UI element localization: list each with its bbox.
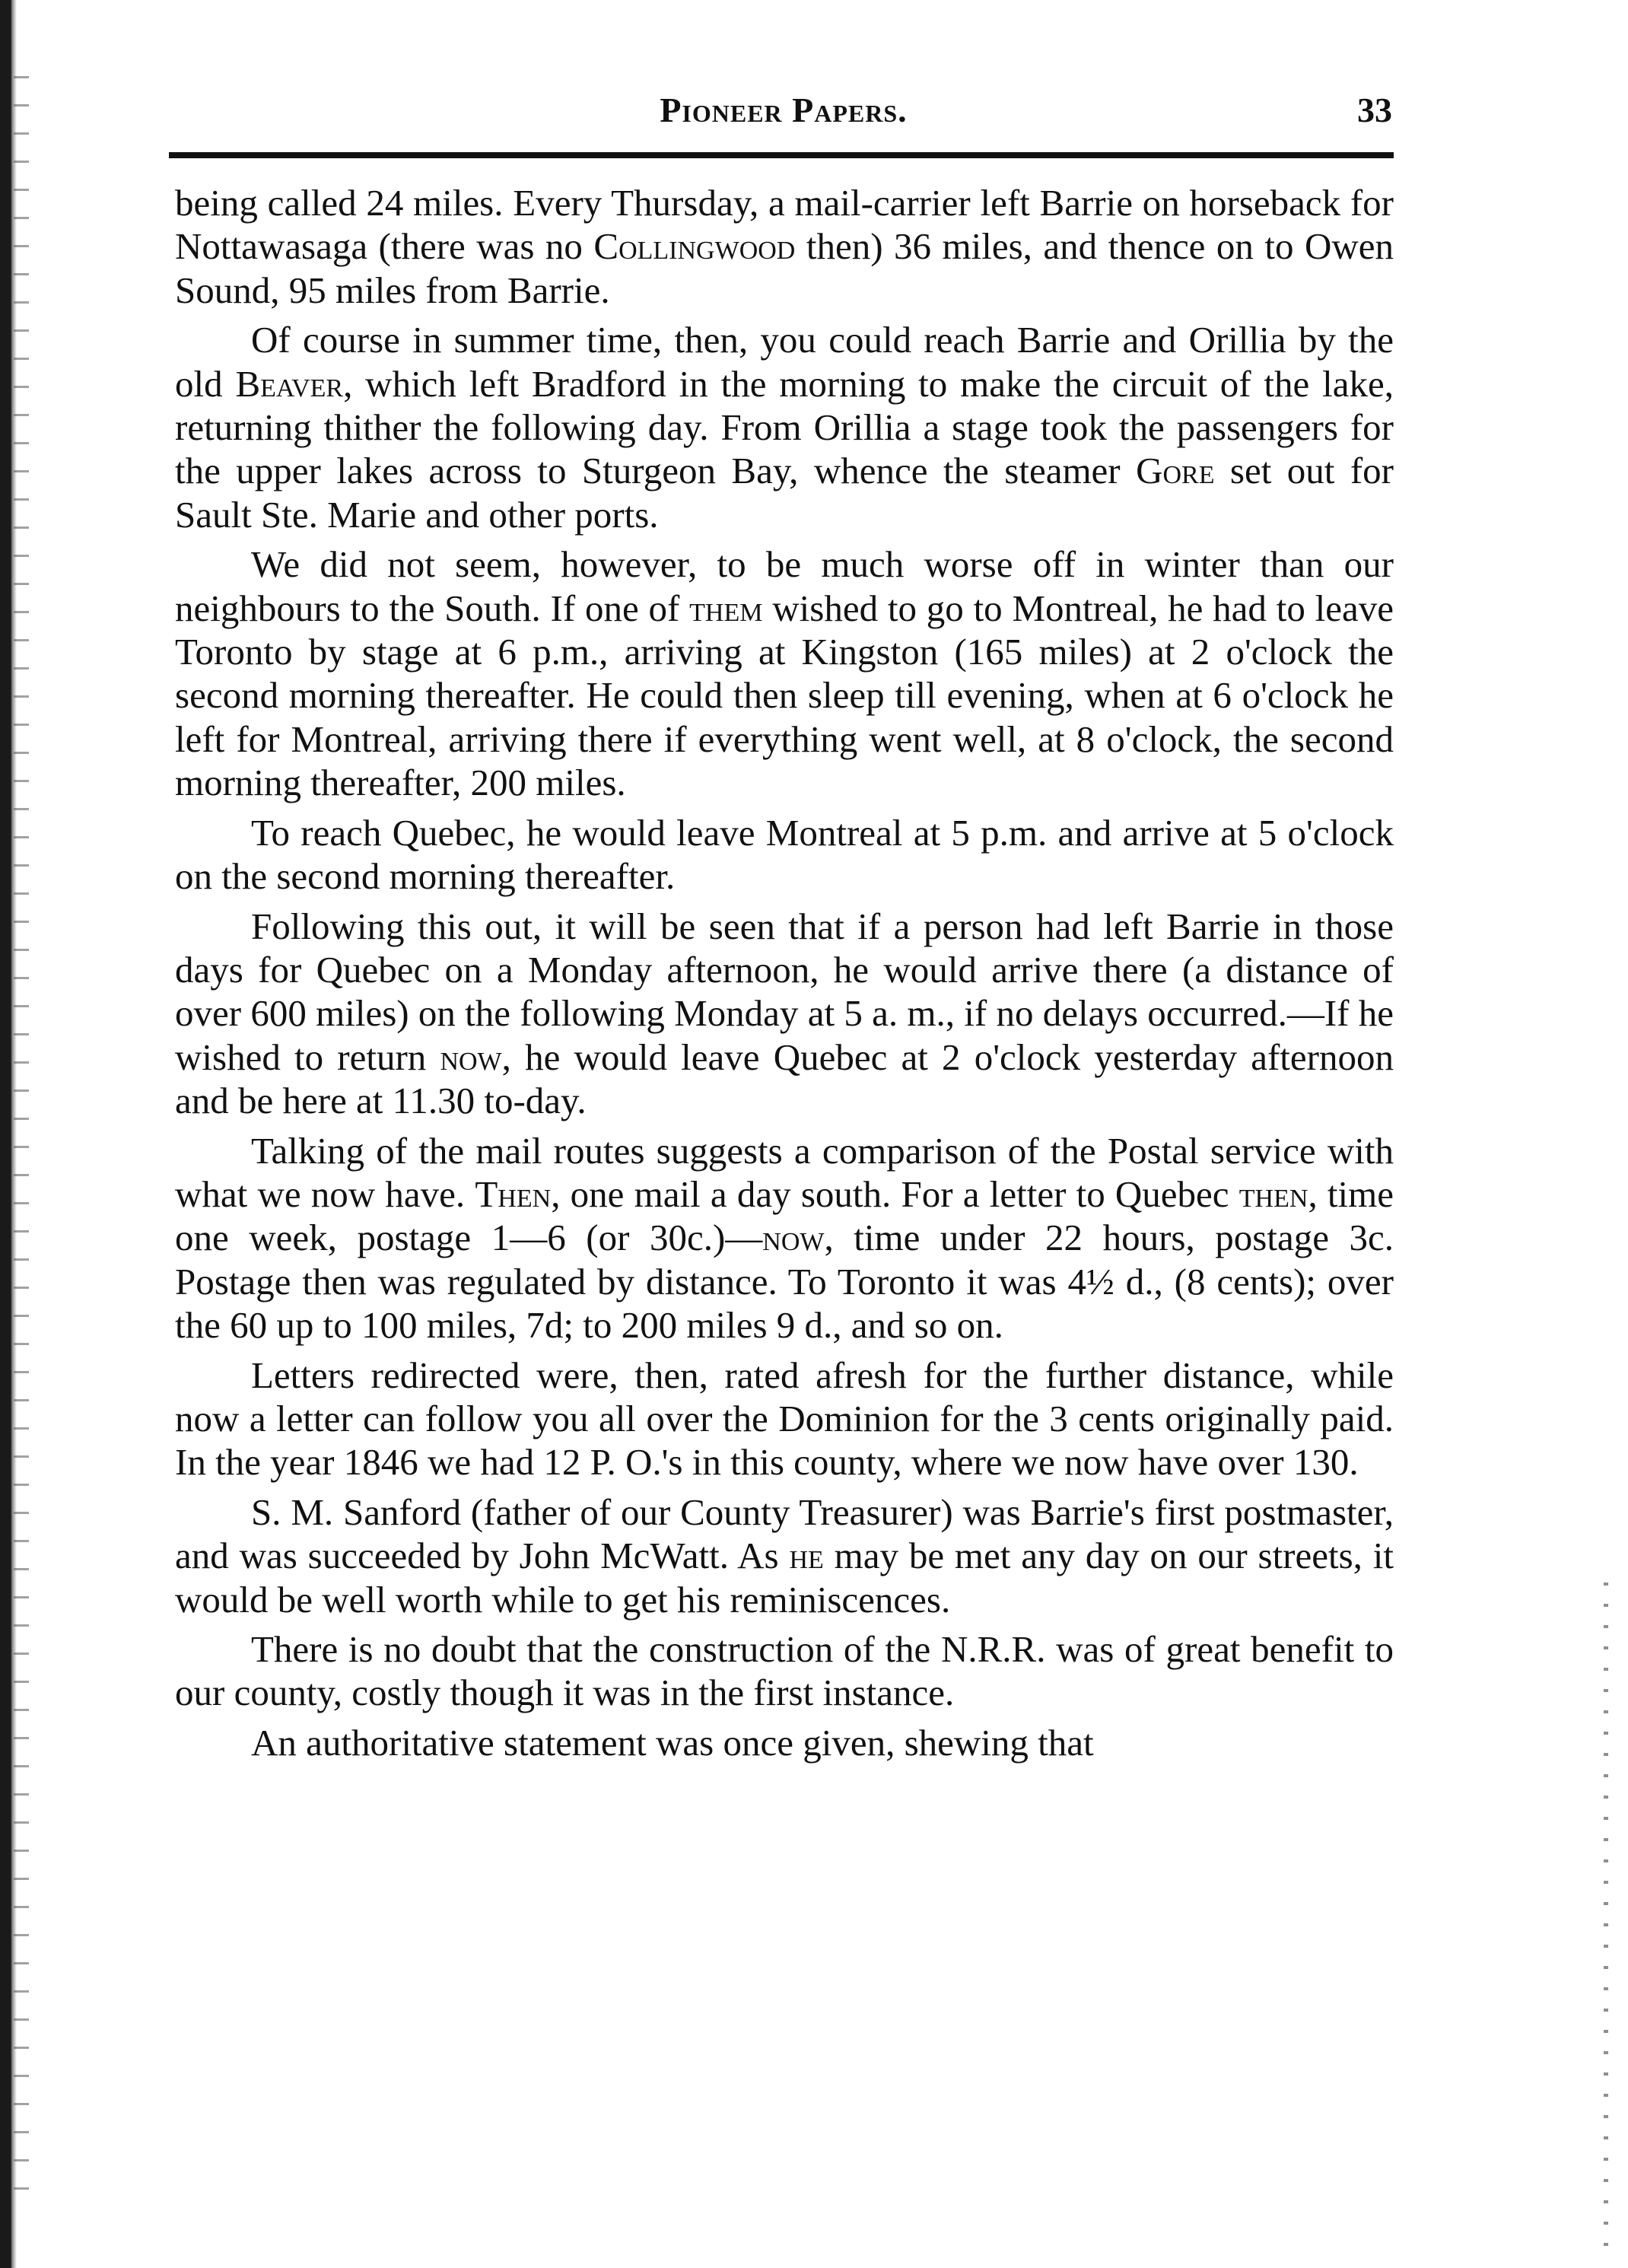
text-run: Letters redirected were, then, rated afresh for the further distance, while now a letter can follow you all over the Dominion for the 3 cents originally paid. In the year 1846 we had 12 P. O.'s in this county, where we now have over 130. (175, 1353, 1394, 1484)
text-run: then) 36 miles, and thence on to Owen Sound, 95 miles from Barrie. (175, 225, 1394, 311)
page-header (175, 85, 1392, 138)
paragraph (175, 318, 1394, 536)
text-run: may be met any day on our streets, it would be well worth while to get his reminiscences. (175, 1535, 1394, 1621)
small-caps-word: now (440, 1035, 502, 1078)
text-run: Of course in summer time, then, you could reach Barrie and Orillia by the old (175, 319, 1394, 405)
paragraph (175, 1129, 1394, 1347)
text-run: We did not seem, however, to be much worse off in winter than our neighbours to the South. If one of (175, 543, 1394, 629)
small-caps-word: then (1238, 1172, 1308, 1215)
text-run: Talking of the mail routes suggests a comparison of the Postal service with what we now have. (175, 1129, 1394, 1215)
text-run: set out for Sault Ste. Marie and other ports. (175, 450, 1394, 536)
paragraph (175, 905, 1394, 1123)
small-caps-word: Beaver (235, 362, 344, 405)
scan-right-margin-specks (1604, 1583, 1608, 2252)
text-run: There is no doubt that the construction of the N.R.R. was of great benefit to our county, costly though it was in the first instance. (175, 1628, 1394, 1714)
scan-edge-marks (14, 76, 29, 2206)
small-caps-word: he (789, 1535, 824, 1577)
text-run: , time under 22 hours, postage 3c. Postage then was regulated by distance. To Toronto it was 4½ d., (8 cents); over the 60 up to 100 miles, 7d; to 200 miles 9 d., and so on. (175, 1217, 1394, 1347)
small-caps-word: now (762, 1217, 825, 1259)
small-caps-word: Gore (1136, 450, 1215, 492)
text-run: , he would leave Quebec at 2 o'clock yesterday afternoon and be here at 11.30 to-day. (175, 1035, 1394, 1122)
paragraph (175, 811, 1394, 899)
text-run: being called 24 miles. Every Thursday, a mail-carrier left Barrie on horseback for Nottawasaga (there was no (175, 182, 1394, 268)
paragraph (175, 1721, 1394, 1764)
paragraph (175, 542, 1394, 804)
small-caps-word: Collingwood (593, 225, 796, 268)
body-text (175, 181, 1394, 1770)
text-run: , time one week, postage 1—6 (or 30c.)— (175, 1172, 1394, 1259)
page-number: 33 (1357, 91, 1392, 129)
paragraph (175, 181, 1394, 312)
text-run: To reach Quebec, he would leave Montreal at 5 p.m. and arrive at 5 o'clock on the second morning thereafter. (175, 811, 1394, 898)
text-run: , which left Bradford in the morning to make the circuit of the lake, returning thither the following day. From Orillia a stage took the passengers for the upper lakes across to Sturgeon Bay, whence the steamer (175, 362, 1394, 492)
running-head: Pioneer Papers. (660, 91, 908, 129)
text-run: S. M. Sanford (father of our County Treasurer) was Barrie's first postmaster, and was succeeded by John McWatt. As (175, 1490, 1394, 1577)
text-run: wished to go to Montreal, he had to leave Toronto by stage at 6 p.m., arriving at Kingston (165 miles) at 2 o'clock the second morning thereafter. He could then sleep till evening, when at 6 o'clock he left for Montreal, arriving there if everything went well, at 8 o'clock, the second morning thereafter, 200 miles. (175, 587, 1394, 804)
text-run: Following this out, it will be seen that if a person had left Barrie in those days for Quebec on a Monday afternoon, he would arrive there (a distance of over 600 miles) on the following Monday at 5 a. m., if no delays occurred.—If he wished to return (175, 905, 1394, 1078)
small-caps-word: them (689, 587, 763, 629)
header-rule (169, 152, 1394, 158)
paragraph (175, 1490, 1394, 1621)
paragraph (175, 1627, 1394, 1715)
small-caps-word: Then (475, 1172, 552, 1215)
paragraph (175, 1353, 1394, 1484)
text-run: , one mail a day south. For a letter to Quebec (551, 1172, 1239, 1215)
text-run: An authoritative statement was once given, shewing that (251, 1721, 1094, 1764)
